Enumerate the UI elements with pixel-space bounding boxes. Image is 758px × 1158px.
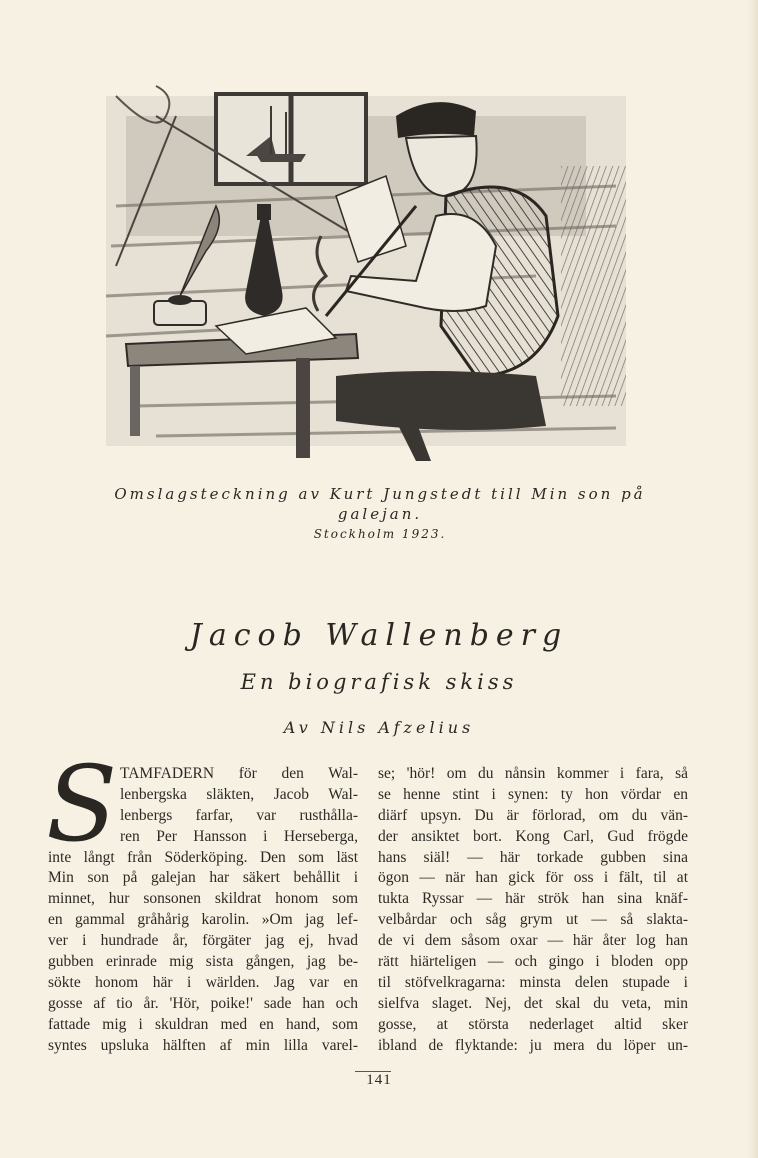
text-line: sielfva slaget. Nej, det skal du veta, min xyxy=(378,994,688,1012)
text-line: minnet, hur sonsonen skildrat honom som xyxy=(48,890,358,908)
text-line: til stöfvelkragarna: minsta delen stupade i xyxy=(378,973,688,991)
text-line: gosse af tio år. 'Hör, poike!' sade han och xyxy=(48,994,358,1012)
text-line: ren Per Hansson i Herseberga, xyxy=(120,827,358,845)
text-line: lenbergska släkten, Jacob Wal- xyxy=(120,785,358,803)
text-line: se; 'hör! om du nånsin kommer i fara, så xyxy=(378,765,688,782)
text-line: syntes upsluka hälften af min lilla varel- xyxy=(48,1036,358,1054)
article-author: Av Nils Afzelius xyxy=(283,718,475,737)
text-line: lenbergs farfar, var rusthålla- xyxy=(120,806,358,824)
text-line: se henne stint i synen: ty hon vördar en xyxy=(378,785,688,803)
article-title: Jacob Wallenberg xyxy=(189,618,569,653)
text-line: gubben erinrade mig sista gången, jag be- xyxy=(48,953,358,971)
text-line: ver i hundrade år, förgäter jag ej, hvad xyxy=(48,932,358,950)
text-column-left xyxy=(48,764,358,1056)
caption-line-3: Stockholm 1923. xyxy=(313,527,447,541)
page-edge xyxy=(748,0,758,1158)
page-number: 141 xyxy=(366,1072,392,1088)
text-line: ögon — när han gick för oss i fält, til at xyxy=(378,869,688,887)
caption-line-2: galejan. xyxy=(337,505,423,523)
text-line: Min son på galejan har säkert behållit i xyxy=(48,869,358,887)
caption-line-1: Omslagsteckning av Kurt Jungstedt till Min son på xyxy=(114,485,646,503)
text-line: sökte honom här i wärlden. Jag var en xyxy=(48,973,358,991)
text-line: tukta Ryssar — här strök han sina knäf- xyxy=(378,890,688,908)
cover-illustration xyxy=(96,76,636,468)
text-line: ibland de flyktande: ju mera du löper un- xyxy=(378,1036,688,1054)
text-line: der ansiktet bort. Kong Carl, Gud frögde xyxy=(378,827,688,845)
text-line: TAMFADERN för den Wal- xyxy=(120,765,358,782)
text-line: diärf upsyn. Du är förlorad, om du vän- xyxy=(378,806,688,824)
text-line: rätt hiärteligen — och gingo i bloden opp xyxy=(378,953,688,971)
text-line: inte långt från Söderköping. Den som läst xyxy=(48,848,358,866)
text-line: en gammal gråhårig karolin. »Om jag lef- xyxy=(48,911,358,929)
illustration-caption xyxy=(70,484,690,542)
text-column-right xyxy=(378,764,688,1056)
text-line: gosse, at största nederlaget altid sker xyxy=(378,1015,688,1033)
text-line: de vi dem såsom oxar — här åter log han xyxy=(378,932,688,950)
drop-cap: S xyxy=(46,743,118,865)
text-line: hans siäl! — här torkade gubben sina xyxy=(378,848,688,866)
text-line: velbårdar och såg grym ut — så slakta- xyxy=(378,911,688,929)
text-line: fattade mig i skuldran med en hand, som xyxy=(48,1015,358,1033)
article-subtitle: En biografisk skiss xyxy=(240,670,518,694)
